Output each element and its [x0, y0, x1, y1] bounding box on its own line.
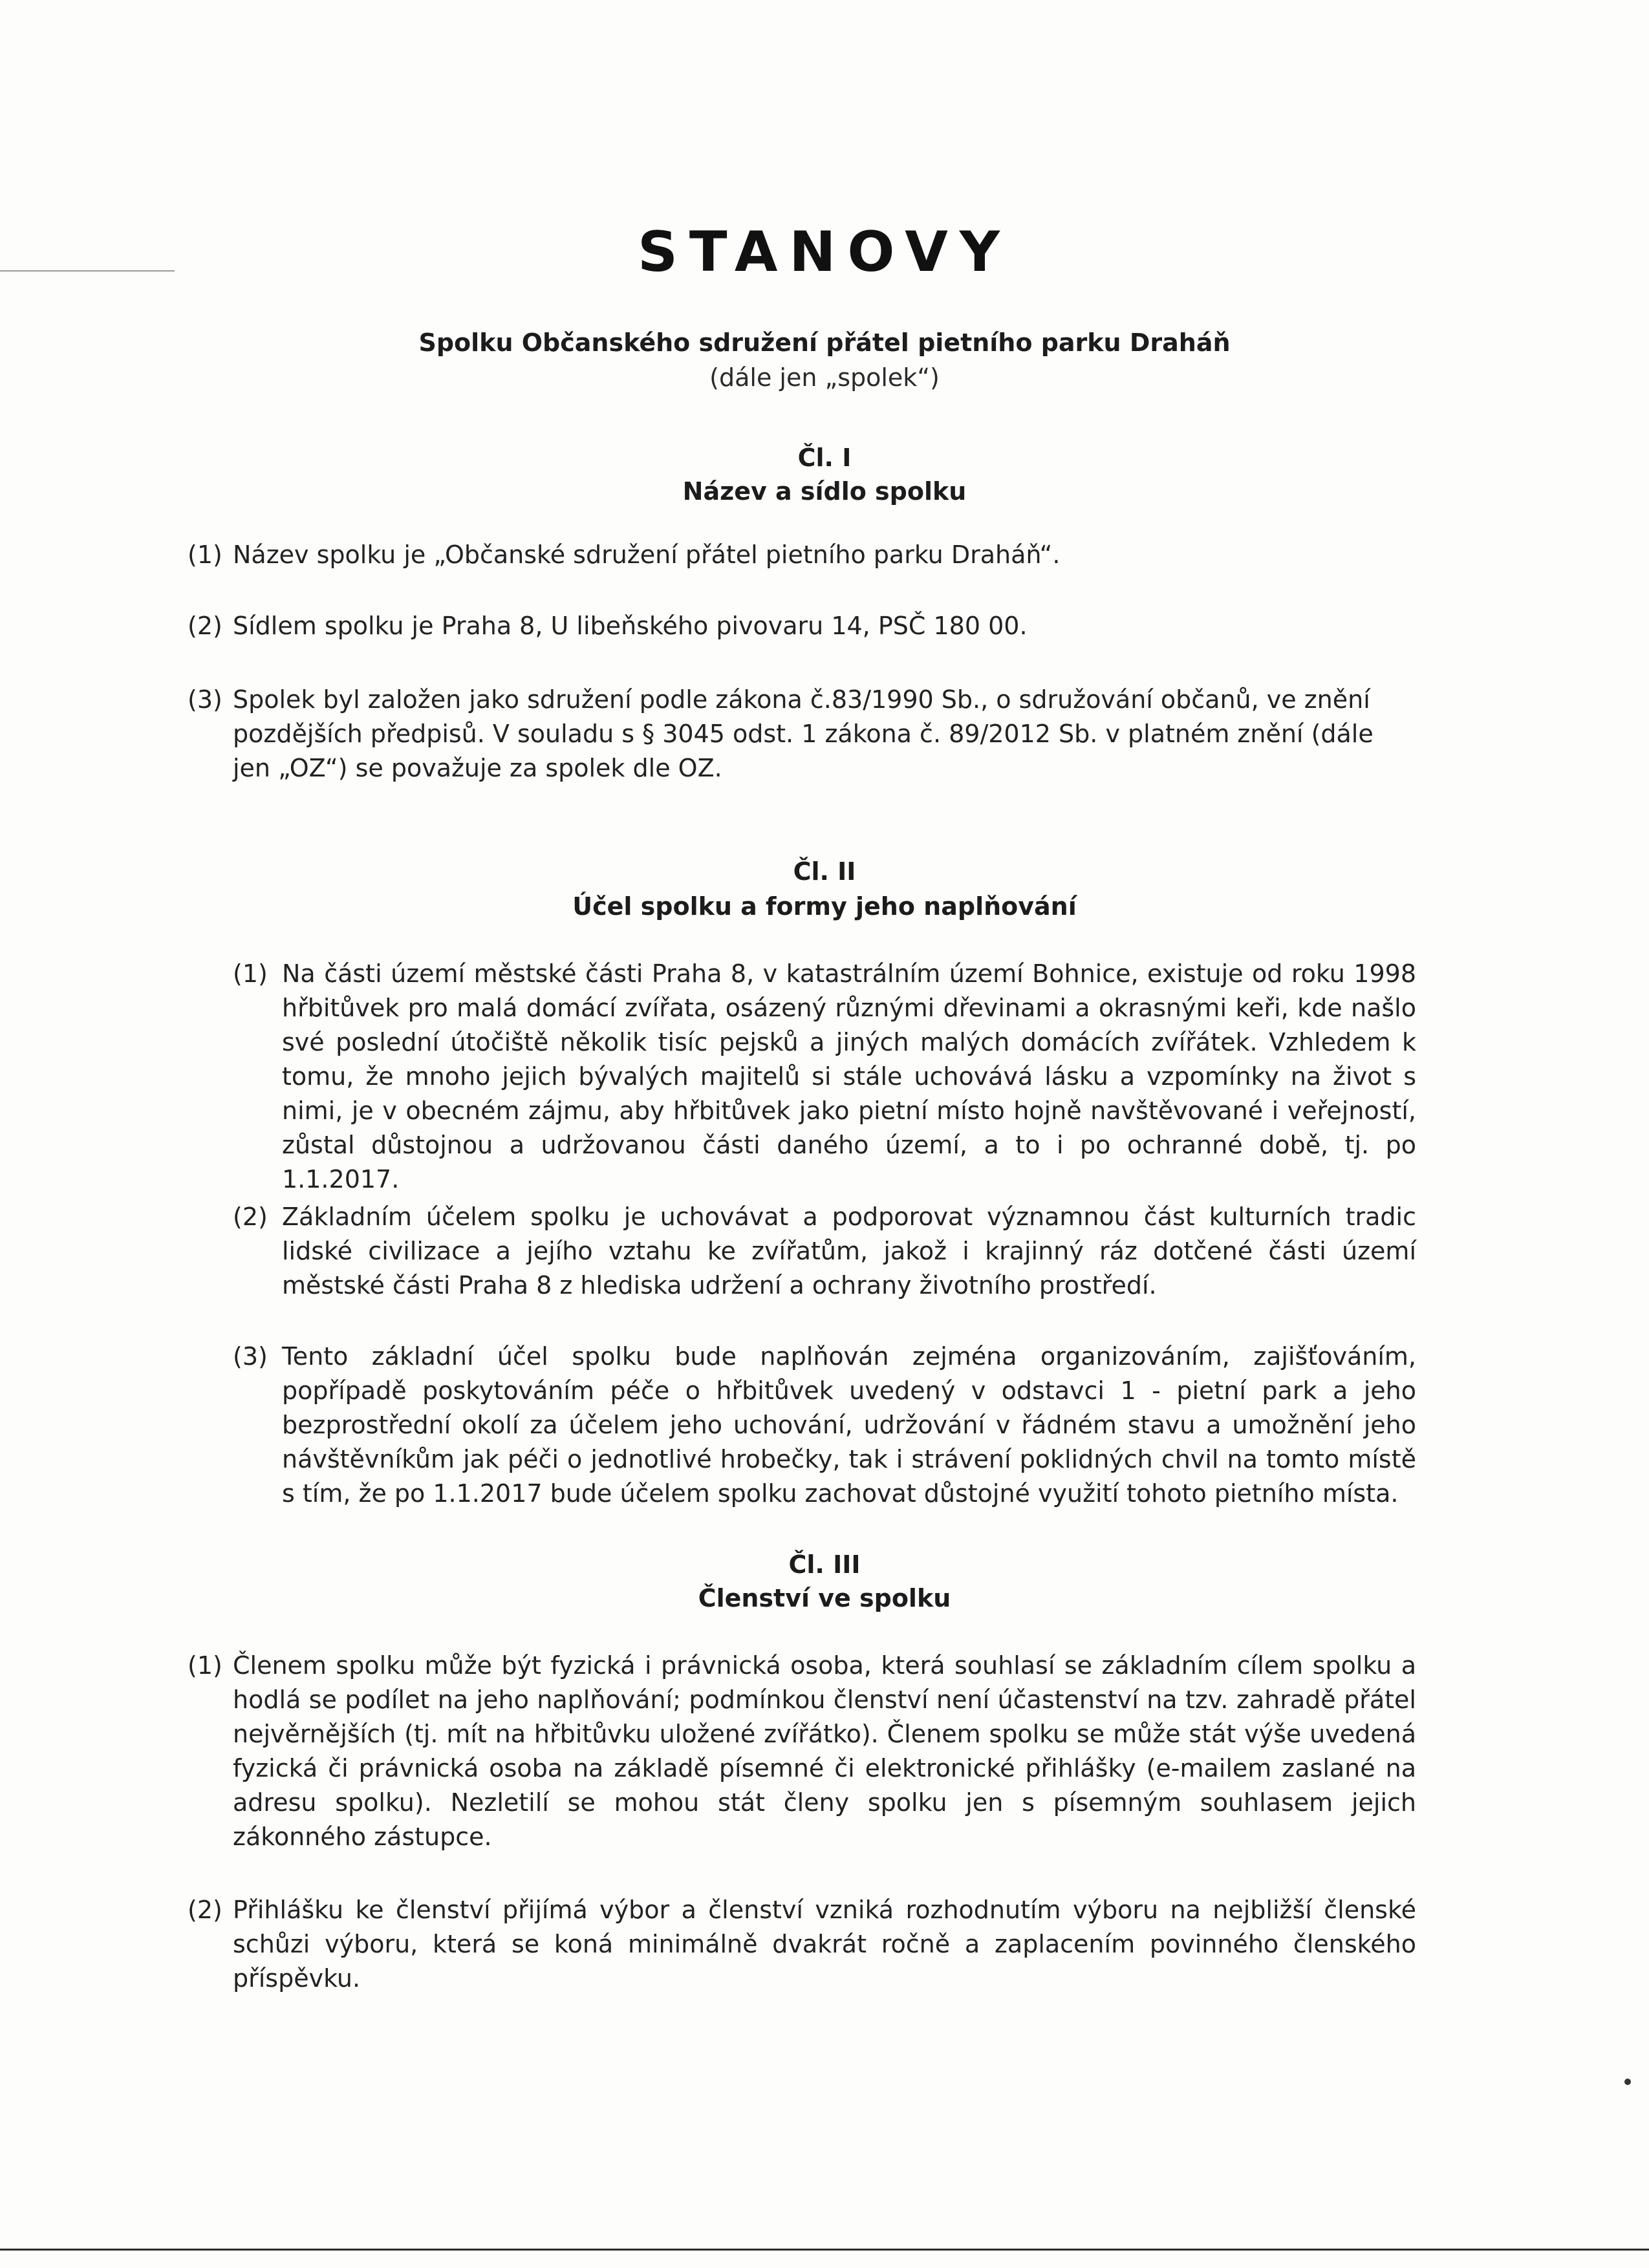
article-number: Čl. II: [793, 857, 856, 886]
paragraph-text: Na části území městské části Praha 8, v katastrálním území Bohnice, existuje od roku 1998 hřbitůvek pro malá domácí zvířata, osázený různými dřevinami a okrasnými keři, kde našlo své poslední útočiště několik tisíc pejsků a jiných malých domácích zvířátek. Vzhledem k tomu, že mnoho jejich bývalých majitelů si stále uchovává lásku a vzpomínky na život s nimi, je v obecném zájmu, aby hřbitůvek jako pietní místo hojně navštěvované i veřejností, zůstal důstojnou a udržovanou části daného území, a to i po ochranné době, tj. po 1.1.2017.: [282, 959, 1416, 1193]
document-subtitle: Spolku Občanského sdružení přátel pietního parku Draháň: [418, 328, 1231, 357]
paragraph: [188, 1893, 1416, 1996]
document-subtitle-note: (dále jen „spolek“): [709, 363, 940, 392]
scan-bottom-edge: [0, 2249, 1649, 2251]
paragraph-number: (1): [188, 1651, 222, 1680]
document-title: STANOVY: [637, 220, 1012, 284]
paragraph-text: Spolek byl založen jako sdružení podle zákona č.83/1990 Sb., o sdružování občanů, ve znění pozdějších předpisů. V souladu s § 3045 odst. 1 zákona č. 89/2012 Sb. v platném znění (dále jen „OZ“) se považuje za spolek dle OZ.: [233, 685, 1374, 782]
paragraph-number: (2): [188, 612, 222, 640]
paragraph: [188, 609, 1449, 643]
paragraph-number: (2): [233, 1203, 268, 1231]
paragraph-text: Název spolku je „Občanské sdružení přátel pietního parku Draháň“.: [233, 540, 1061, 569]
paragraph-number: (3): [233, 1342, 268, 1371]
paragraph: [233, 1200, 1416, 1303]
paragraph-text: Členem spolku může být fyzická i právnická osoba, která souhlasí se základním cílem spolku a hodlá se podílet na jeho naplňování; podmínkou členství není účastenství na tzv. zahradě přátel nejvěrnějších (tj. mít na hřbitůvku uložené zvířátko). Členem spolku se může stát výše uvedená fyzická či právnická osoba na základě písemné či elektronické přihlášky (e-mailem zaslané na adresu spolku). Nezletilí se mohou stát členy spolku jen s písemným souhlasem jejich zákonného zástupce.: [233, 1651, 1416, 1851]
paragraph: [188, 683, 1416, 786]
article-number: Čl. I: [797, 444, 852, 472]
paragraph-text: Přihlášku ke členství přijímá výbor a členství vzniká rozhodnutím výboru na nejbližší členské schůzi výboru, která se koná minimálně dvakrát ročně a zaplacením povinného členského příspěvku.: [233, 1896, 1416, 1993]
paragraph-number: (2): [188, 1896, 222, 1924]
article-heading: Členství ve spolku: [698, 1584, 951, 1612]
article-number: Čl. III: [788, 1550, 861, 1579]
paragraph: [188, 538, 1449, 572]
paragraph: [233, 1340, 1416, 1511]
paragraph: [188, 1649, 1416, 1854]
scan-speck: [1624, 2079, 1631, 2085]
article-heading: Název a sídlo spolku: [682, 477, 967, 506]
paragraph-text: Tento základní účel spolku bude naplňován zejména organizováním, zajišťováním, popřípadě poskytováním péče o hřbitůvek uvedený v odstavci 1 - pietní park a jeho bezprostřední okolí za účelem jeho uchování, udržování v řádném stavu a umožnění jeho návštěvníkům jak péči o jednotlivé hrobečky, tak i strávení poklidných chvil na tomto místě s tím, že po 1.1.2017 bude účelem spolku zachovat důstojné využití tohoto pietního místa.: [282, 1342, 1416, 1508]
paragraph-number: (3): [188, 685, 222, 714]
paragraph-text: Základním účelem spolku je uchovávat a podporovat významnou část kulturních tradic lidské civilizace a jejího vztahu ke zvířatům, jakož i krajinný ráz dotčené části území městské části Praha 8 z hlediska udržení a ochrany životního prostředí.: [282, 1203, 1416, 1300]
paragraph-number: (1): [233, 959, 268, 988]
paragraph: [233, 957, 1416, 1197]
paragraph-number: (1): [188, 540, 222, 569]
article-heading: Účel spolku a formy jeho naplňování: [572, 892, 1077, 921]
paragraph-text: Sídlem spolku je Praha 8, U libeňského pivovaru 14, PSČ 180 00.: [233, 612, 1028, 640]
